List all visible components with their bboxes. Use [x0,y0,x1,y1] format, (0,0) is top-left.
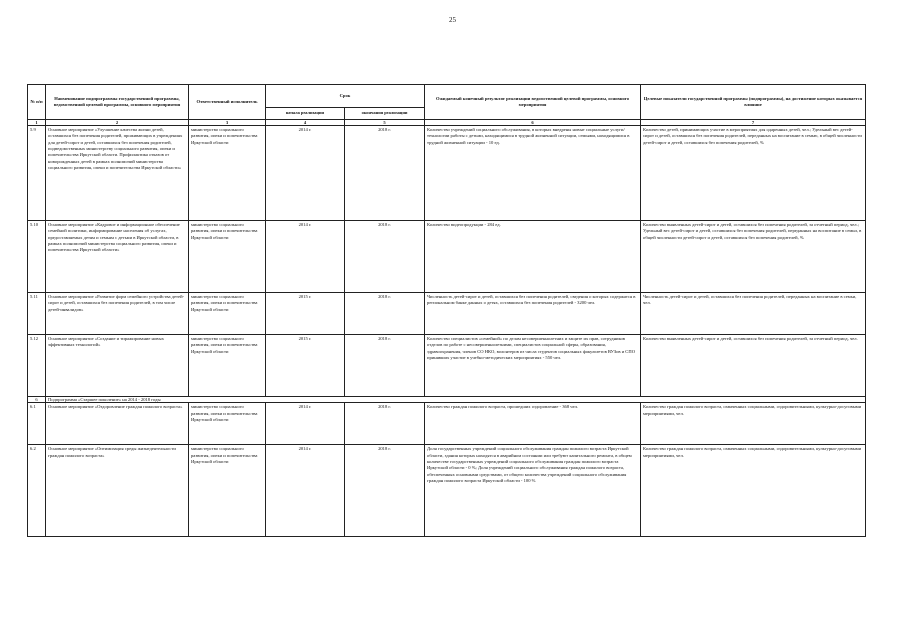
header-result: Ожидаемый конечный результат реализации ведомственной целевой программы, основного мероприятия [425,85,641,120]
header-start: начала реализации [266,108,345,120]
column-number: 2 [46,120,189,126]
header-indicators: Целевые показатели государственной программы (подпрограммы), на достижение которых оказывается влияние [641,85,866,120]
row-name: Основное мероприятие «Кадровое и информационное обеспечение семейной политики, информирование населения об услугах, предоставляемых детям и семьям с детьми в Иркутской области, в рамках полномочий министерства социального развития, опеки и попечительства Иркутской области» [46,221,189,293]
row-indicators: Количество граждан пожилого возраста, охваченных социальными, оздоровительными, культурно-досуговыми мероприятиями, чел. [641,445,866,537]
row-num: 5.10 [28,221,46,293]
row-executor: министерство социального развития, опеки и попечительства Иркутской области [189,335,266,397]
row-start: 2015 г. [266,335,345,397]
row-num: 5.9 [28,126,46,221]
row-indicators: Численность детей-сирот и детей, оставшихся без попечения родителей, переданных на воспитание в семьи, чел. [641,293,866,335]
row-end: 2018 г. [345,445,425,537]
header-num: № п/п [28,85,46,120]
subprogram-title: Подпрограмма «Старшее поколение» на 2014 - 2018 годы [46,397,866,403]
row-name: Основное мероприятие «Развитие форм семейного устройства детей-сирот и детей, оставшихся без попечения родителей, в том числе детей-инвалидов» [46,293,189,335]
header-executor: Ответственный исполнитель [189,85,266,120]
row-end: 2018 г. [345,293,425,335]
row-num: 6.2 [28,445,46,537]
row-result: Количество граждан пожилого возраста, прошедших оздоровление - 368 чел. [425,403,641,445]
table-row [28,126,866,221]
row-indicators: Количество граждан пожилого возраста, охваченных социальными, оздоровительными, культурно-досуговыми мероприятиями, чел. [641,403,866,445]
row-end: 2018 г. [345,126,425,221]
row-name: Основное мероприятие «Оптимизация среды жизнедеятельности граждан пожилого возраста» [46,445,189,537]
row-start: 2014 г. [266,445,345,537]
column-number: 6 [425,120,641,126]
row-indicators: Количество детей, принимающих участие в мероприятиях для одаренных детей, чел.; Удельный вес детей-сирот и детей, оставшихся без попечения родителей, переданных на воспитание в семью, в общей численности детей-сирот и детей, оставшихся без попечения родителей, % [641,126,866,221]
table-row [28,445,866,537]
table-row [28,403,866,445]
column-number: 1 [28,120,46,126]
page-number: 25 [449,16,456,24]
row-num: 5.11 [28,293,46,335]
table-row [28,221,866,293]
row-executor: министерство социального развития, опеки и попечительства Иркутской области [189,403,266,445]
row-result: Численность детей-сирот и детей, оставшихся без попечения родителей, сведения о которых содержатся в региональном банке данных о детях, оставшихся без попечения родителей - 3200 чел. [425,293,641,335]
row-result: Количество видеопродукции - 284 ед. [425,221,641,293]
row-name: Основное мероприятие «Оздоровление граждан пожилого возраста» [46,403,189,445]
header-end: окончания реализации [345,108,425,120]
row-name: Основное мероприятие «Улучшение качества жизни детей, оставшихся без попечения родителей, проживающих в учреждениях для детей-сирот и детей, оставшихся без попечения родителей, подведомственных министерству социального развития, опеки и попечительства Иркутской области. Профилактика отказов от новорожденных детей в рамках полномочий министерства социального развития, опеки и попечительства Иркутской области» [46,126,189,221]
column-number: 5 [345,120,425,126]
row-result: Количество учреждений социального обслуживания, в которых внедрены новые социальные услуги/технологии работы с детьми, находящимися в трудной жизненной ситуации, семьями, находящимися в трудной жизненной ситуации - 10 ед. [425,126,641,221]
row-start: 2015 г. [266,293,345,335]
table-row [28,335,866,397]
header-name: Наименование подпрограммы государственной программы, ведомственной целевой программы, основного мероприятия [46,85,189,120]
row-result: Доля государственных учреждений социального обслуживания граждан пожилого возраста Иркутской области, здания которых находятся в аварийном состоянии или требуют капитального ремонта, в общем количестве государственных учреждений социального обслуживания граждан пожилого возраста Иркутской области - 0 %; Доля учреждений социального обслуживания граждан пожилого возраста, обеспеченных основными средствами, от общего количества учреждений социального обслуживания граждан пожилого возраста Иркутской области - 100 % [425,445,641,537]
row-indicators: Количество выявленных детей-сирот и детей, оставшихся без попечения родителей, за отчетный период, чел.; Удельный вес детей-сирот и детей, оставшихся без попечения родителей, переданных на воспитание в семьи, в общей численности детей-сирот и детей, оставшихся без попечения родителей, % [641,221,866,293]
row-end: 2018 г. [345,221,425,293]
subprogram-num: 6 [28,397,46,403]
program-table [27,84,866,537]
row-executor: министерство социального развития, опеки и попечительства Иркутской области [189,126,266,221]
row-end: 2018 г. [345,335,425,397]
row-end: 2018 г. [345,403,425,445]
column-number: 4 [266,120,345,126]
column-number: 7 [641,120,866,126]
row-start: 2014 г. [266,221,345,293]
row-name: Основное мероприятие «Создание и тиражирование новых эффективных технологий» [46,335,189,397]
row-indicators: Количество выявленных детей-сирот и детей, оставшихся без попечения родителей, за отчетный период, чел. [641,335,866,397]
row-result: Количество специалистов «семейной» по делам несовершеннолетних и защите их прав, сотрудников отделов по работе с несовершеннолетними, специалистов социальной сферы, образования, здравоохранения, членов СО НКО, волонтеров из числа студентов социальных факультетов ВУЗов и СПО принявших участие в учебно-методических мероприятиях - 550 чел. [425,335,641,397]
row-num: 6.1 [28,403,46,445]
row-executor: министерство социального развития, опеки и попечительства Иркутской области [189,221,266,293]
table-row [28,293,866,335]
column-number: 3 [189,120,266,126]
row-start: 2014 г. [266,126,345,221]
row-num: 5.12 [28,335,46,397]
row-start: 2014 г. [266,403,345,445]
header-term: Срок [266,85,425,108]
row-executor: министерство социального развития, опеки и попечительства Иркутской области [189,445,266,537]
row-executor: министерство социального развития, опеки и попечительства Иркутской области [189,293,266,335]
